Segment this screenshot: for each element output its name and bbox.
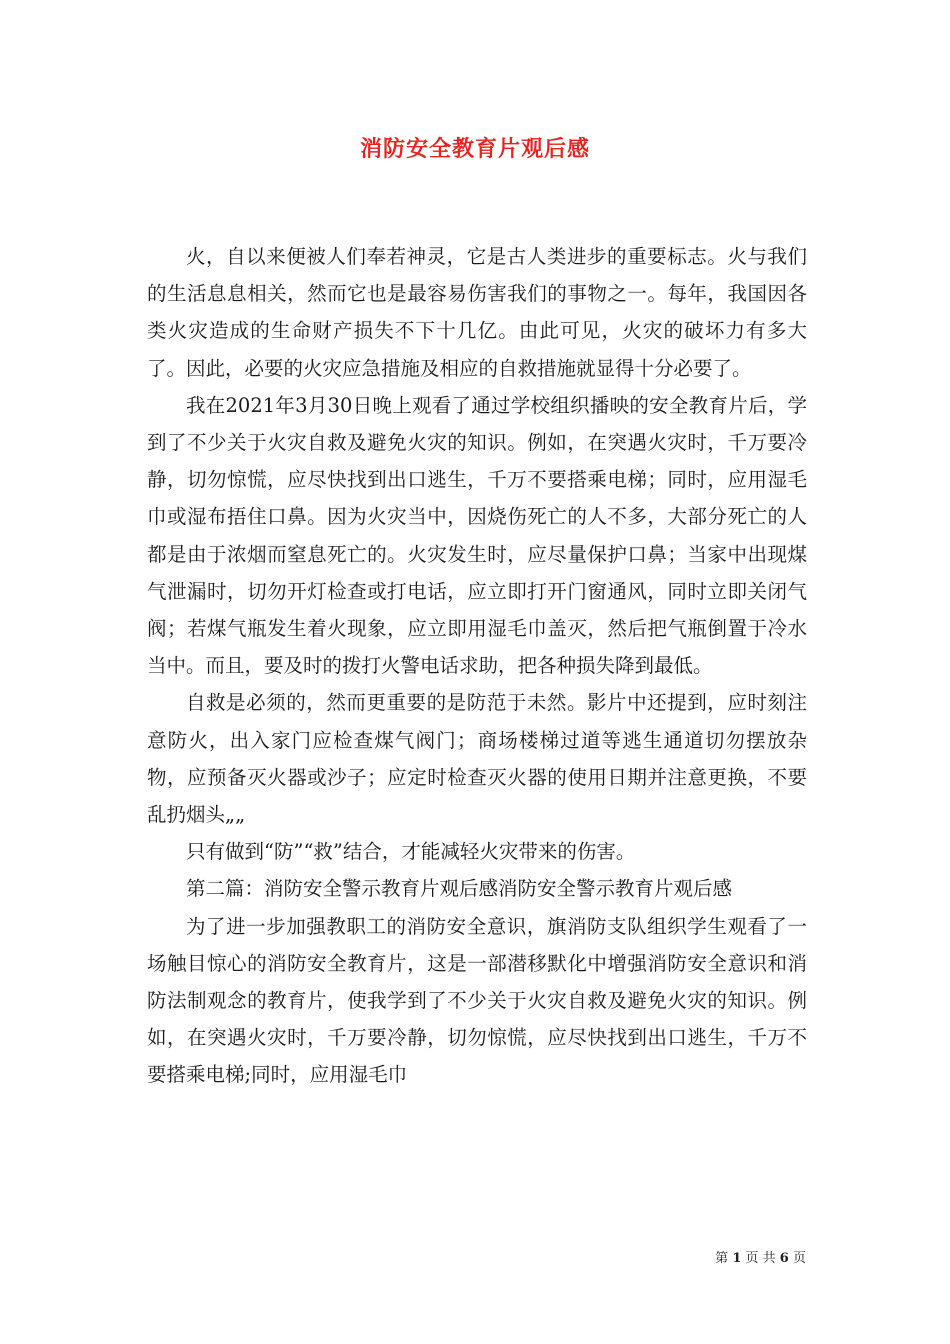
document-title: 消防安全教育片观后感 bbox=[359, 136, 590, 162]
document-body bbox=[147, 238, 807, 1094]
paragraph: 我在2021年3月30日晚上观看了通过学校组织播映的安全教育片后，学到了不少关于火灾自救及避免火灾的知识。例如，在突遇火灾时，千万要冷静，切勿惊慌，应尽快找到出口逃生，千万不要搭乘电梯；同时，应用湿毛巾或湿布捂住口鼻。因为火灾当中，因烧伤死亡的人不多，大部分死亡的人都是由于浓烟而窒息死亡的。火灾发生时，应尽量保护口鼻；当家中出现煤气泄漏时，切勿开灯检查或打电话，应立即打开门窗通风，同时立即关闭气阀；若煤气瓶发生着火现象，应立即用湿毛巾盖灭，然后把气瓶倒置于冷水当中。而且，要及时的拨打火警电话求助，把各种损失降到最低。 bbox=[147, 393, 807, 678]
paragraph: 火，自以来便被人们奉若神灵，它是古人类进步的重要标志。火与我们的生活息息相关，然而它也是最容易伤害我们的事物之一。每年，我国因各类火灾造成的生命财产损失不下十几亿。由此可见，火灾的破坏力有多大了。因此，必要的火灾应急措施及相应的自救措施就显得十分必要了。 bbox=[147, 245, 807, 380]
footer-middle: 页 共 bbox=[745, 1251, 776, 1266]
footer-current-page: 1 bbox=[732, 1251, 742, 1266]
section-heading-paragraph: 第二篇：消防安全警示教育片观后感消防安全警示教育片观后感 bbox=[186, 877, 733, 901]
footer-prefix: 第 bbox=[715, 1251, 729, 1266]
paragraph: 只有做到“防”“救”结合，才能减轻火灾带来的伤害。 bbox=[186, 840, 636, 864]
page-footer bbox=[715, 1247, 806, 1266]
footer-total-pages: 6 bbox=[779, 1251, 789, 1266]
footer-suffix: 页 bbox=[792, 1251, 806, 1266]
paragraph: 为了进一步加强教职工的消防安全意识，旗消防支队组织学生观看了一场触目惊心的消防安全教育片，这是一部潜移默化中增强消防安全意识和消防法制观念的教育片，使我学到了不少关于火灾自救及避免火灾的知识。例如，在突遇火灾时，千万要冷静，切勿惊慌，应尽快找到出口逃生，千万不要搭乘电梯;同时，应用湿毛巾 bbox=[147, 914, 807, 1087]
paragraph: 自救是必须的，然而更重要的是防范于未然。影片中还提到，应时刻注意防火，出入家门应检查煤气阀门；商场楼梯过道等逃生通道切勿摆放杂物，应预备灭火器或沙子；应定时检查灭火器的使用日期并注意更换，不要乱扔烟头„„ bbox=[147, 691, 807, 827]
